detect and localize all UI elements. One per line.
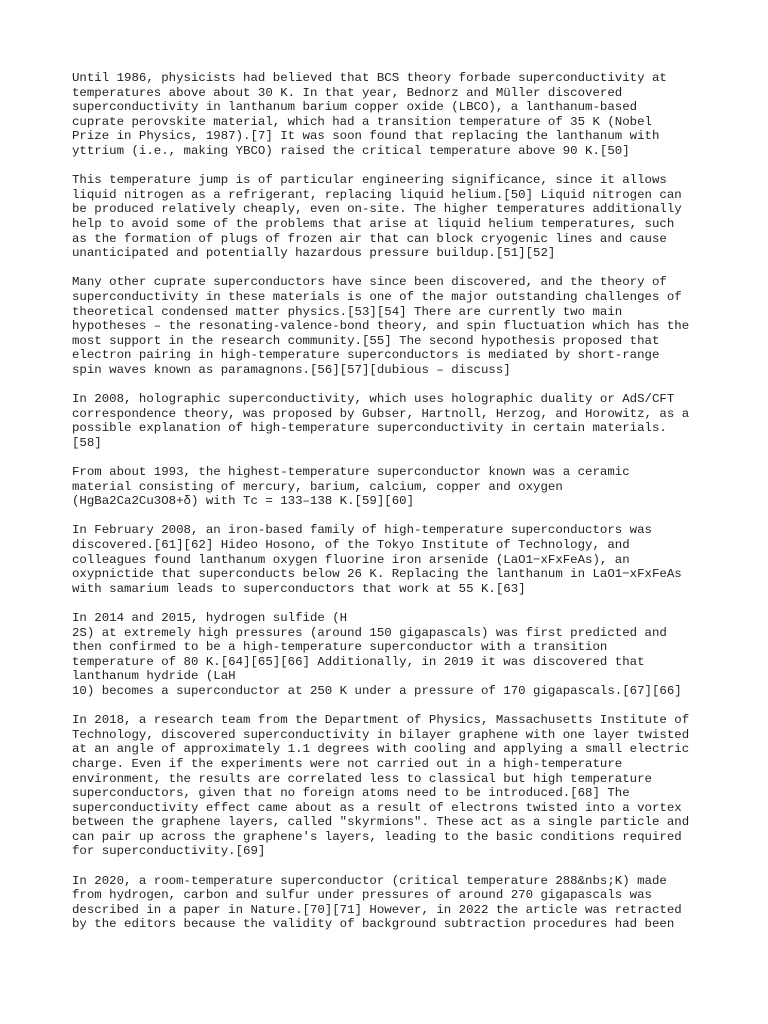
text-line: [58]	[72, 435, 102, 450]
text-line: with samarium leads to superconductors that work at 55 K.[63]	[72, 581, 526, 596]
paragraph-twisted-graphene	[72, 713, 702, 859]
text-line: lanthanum hydride (LaH	[72, 669, 236, 684]
text-line: colleagues found lanthanum oxygen fluorine iron arsenide (LaO1−xFxFeAs), an	[72, 552, 630, 567]
text-line: theoretical condensed matter physics.[53][54] There are currently two main	[72, 304, 623, 319]
paragraph-liquid-nitrogen	[72, 173, 702, 261]
text-line: Many other cuprate superconductors have since been discovered, and the theory of	[72, 275, 667, 290]
text-line: hypotheses – the resonating-valence-bond theory, and spin fluctuation which has the	[72, 319, 690, 334]
text-line: superconductivity in these materials is one of the major outstanding challenges of	[72, 289, 682, 304]
document-body	[72, 71, 702, 947]
text-line: (HgBa2Ca2Cu3O8+δ) with Tc = 133–138 K.[59][60]	[72, 494, 415, 509]
text-line: This temperature jump is of particular engineering significance, since it allows	[72, 173, 667, 188]
text-line: unanticipated and potentially hazardous pressure buildup.[51][52]	[72, 246, 556, 261]
text-line: superconductivity effect came about as a result of electrons twisted into a vortex	[72, 800, 682, 815]
paragraph-mercury-ceramic	[72, 465, 702, 509]
text-line: 2S) at extremely high pressures (around 150 gigapascals) was first predicted and	[72, 625, 667, 640]
text-line: discovered.[61][62] Hideo Hosono, of the Tokyo Institute of Technology, and	[72, 538, 630, 552]
text-line: most support in the research community.[55] The second hypothesis proposed that	[72, 333, 660, 348]
text-line: for superconductivity.[69]	[72, 844, 266, 859]
text-line: In February 2008, an iron-based family of high-temperature superconductors was	[72, 523, 652, 538]
text-line: from hydrogen, carbon and sulfur under pressures of around 270 gigapascals was	[72, 888, 652, 903]
text-line: liquid nitrogen as a refrigerant, replacing liquid helium.[50] Liquid nitrogen can	[72, 187, 682, 202]
text-line: From about 1993, the highest-temperature superconductor known was a ceramic	[72, 465, 630, 480]
text-line: correspondence theory, was proposed by Gubser, Hartnoll, Herzog, and Horowitz, as a	[72, 406, 690, 421]
text-line: In 2008, holographic superconductivity, which uses holographic duality or AdS/CFT	[72, 392, 675, 407]
text-line: In 2018, a research team from the Department of Physics, Massachusetts Institute of	[72, 713, 690, 728]
text-line: at an angle of approximately 1.1 degrees with cooling and applying a small electric	[72, 742, 690, 757]
text-line: Prize in Physics, 1987).[7] It was soon found that replacing the lanthanum with	[72, 129, 660, 144]
paragraph-room-temperature	[72, 874, 702, 932]
text-line: material consisting of mercury, barium, calcium, copper and oxygen	[72, 479, 563, 494]
text-line: by the editors because the validity of background subtraction procedures had been	[72, 917, 675, 932]
text-line: Until 1986, physicists had believed that BCS theory forbade superconductivity at	[72, 71, 667, 85]
text-line: electron pairing in high-temperature superconductors is mediated by short-range	[72, 348, 660, 363]
text-line: as the formation of plugs of frozen air that can block cryogenic lines and cause	[72, 231, 667, 246]
paragraph-cuprate-theory	[72, 275, 702, 377]
text-line: temperatures above about 30 K. In that year, Bednorz and Müller discovered	[72, 85, 623, 100]
text-line: temperature of 80 K.[64][65][66] Additionally, in 2019 it was discovered that	[72, 654, 645, 669]
paragraph-hydrides	[72, 611, 702, 699]
text-line: spin waves known as paramagnons.[56][57][dubious – discuss]	[72, 362, 511, 377]
paragraph-iron-based	[72, 523, 702, 596]
text-line: environment, the results are correlated less to classical but high temperature	[72, 771, 652, 786]
text-line: between the graphene layers, called "skyrmions". These act as a single particle and	[72, 815, 690, 830]
text-line: described in a paper in Nature.[70][71] However, in 2022 the article was retracted	[72, 902, 682, 917]
text-line: yttrium (i.e., making YBCO) raised the critical temperature above 90 K.[50]	[72, 143, 630, 158]
text-line: charge. Even if the experiments were not carried out in a high-temperature	[72, 756, 623, 771]
text-line: possible explanation of high-temperature superconductivity in certain materials.	[72, 421, 667, 436]
text-line: be produced relatively cheaply, even on-site. The higher temperatures additionally	[72, 202, 682, 217]
text-line: In 2020, a room-temperature superconductor (critical temperature 288&nbs;K) made	[72, 873, 667, 888]
text-line: oxypnictide that superconducts below 26 K. Replacing the lanthanum in LaO1−xFxFeAs	[72, 567, 682, 582]
text-line: 10) becomes a superconductor at 250 K under a pressure of 170 gigapascals.[67][66]	[72, 683, 682, 698]
text-line: can pair up across the graphene's layers, leading to the basic conditions required	[72, 829, 682, 844]
paragraph-holographic	[72, 392, 702, 450]
text-line: Technology, discovered superconductivity in bilayer graphene with one layer twisted	[72, 727, 690, 742]
text-line: then confirmed to be a high-temperature superconductor with a transition	[72, 640, 608, 655]
text-line: superconductivity in lanthanum barium copper oxide (LBCO), a lanthanum-based	[72, 100, 638, 115]
paragraph-lbco-discovery	[72, 71, 702, 159]
text-line: superconductors, given that no foreign atoms need to be introduced.[68] The	[72, 786, 630, 801]
text-line: cuprate perovskite material, which had a transition temperature of 35 K (Nobel	[72, 114, 652, 129]
text-line: In 2014 and 2015, hydrogen sulfide (H	[72, 610, 348, 625]
text-line: help to avoid some of the problems that arise at liquid helium temperatures, such	[72, 216, 675, 231]
